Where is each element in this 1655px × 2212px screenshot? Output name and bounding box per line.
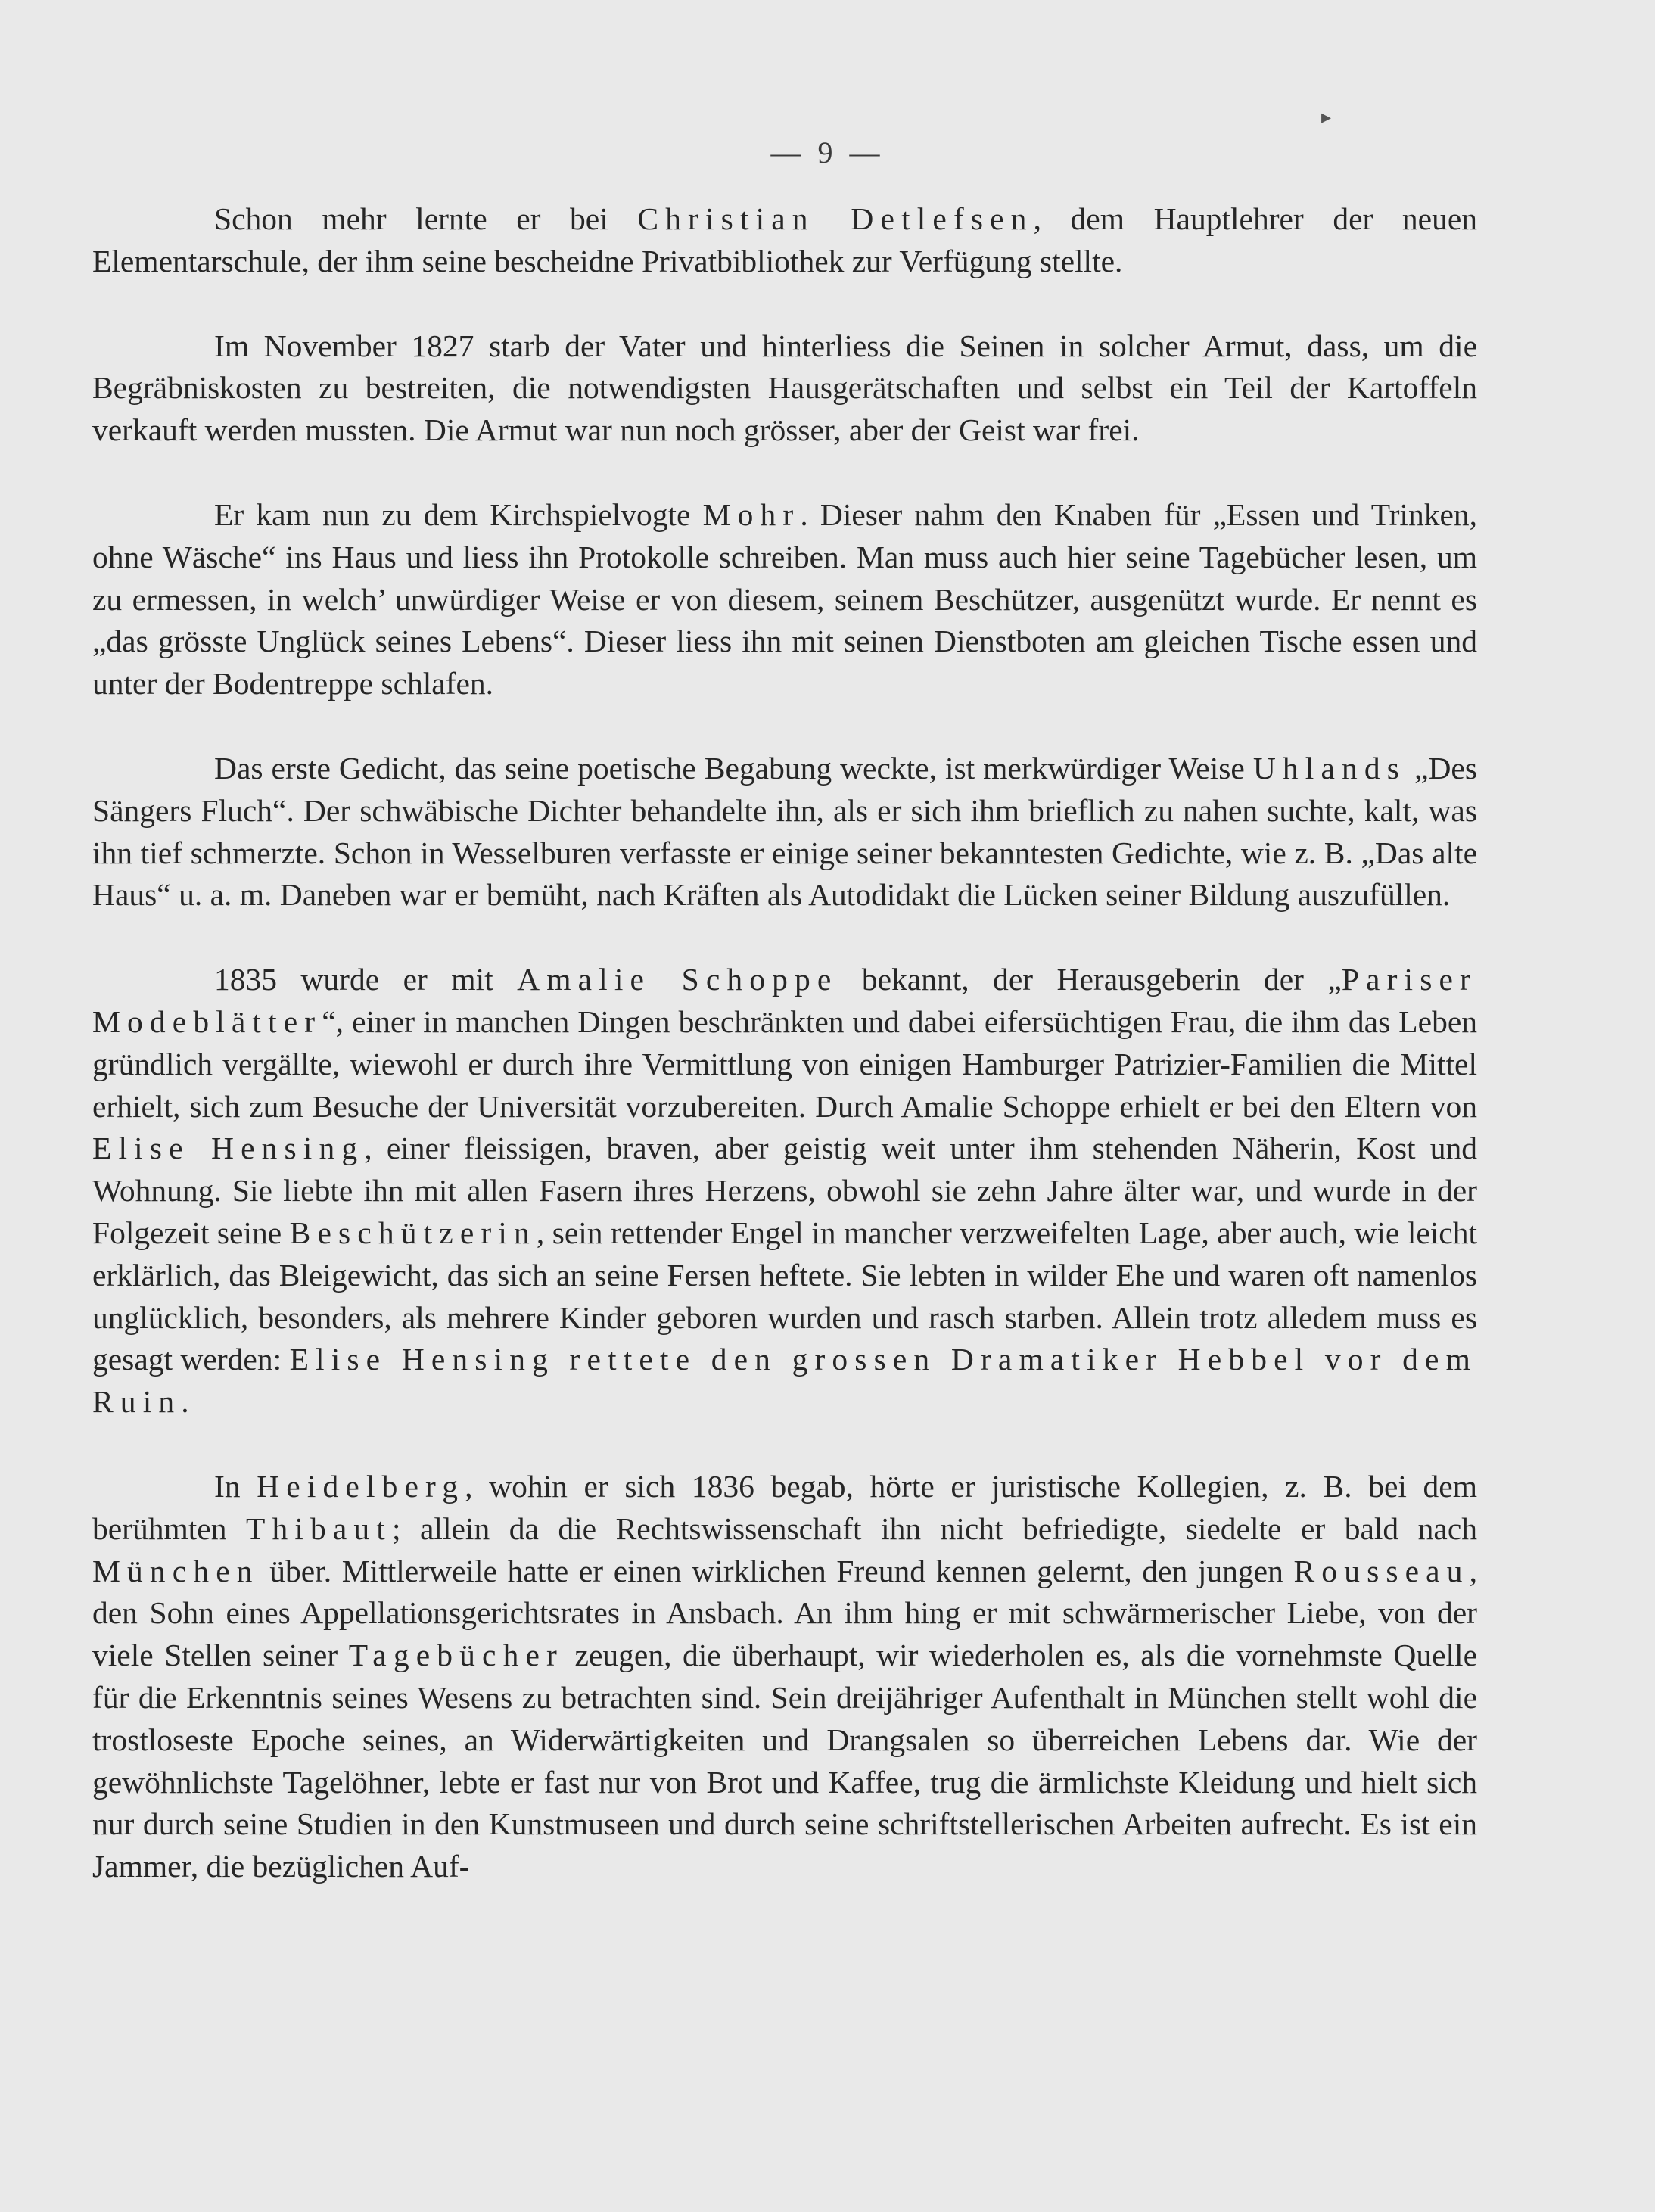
paragraph-gap [92, 1423, 1477, 1466]
spaced-emphasis: Tagebücher [348, 1638, 564, 1673]
text-run: , dem Hauptlehrer der neuen Elementarschule, der ihm seine bescheidne Privatbibliothek zur Verfügung stellte. [92, 201, 1477, 278]
paragraph [92, 1466, 1477, 1888]
text-run: Im November 1827 starb der Vater und hinterliess die Seinen in solcher Armut, dass, um die Begräbniskosten zu bestreiten, die notwendigsten Hausgerätschaften und selbst ein Teil der Kartoffeln verkauft werden mussten. Die Armut war nun noch grösser, aber der Geist war frei. [92, 328, 1477, 448]
text-run: . [181, 1384, 189, 1420]
spaced-emphasis: Rousseau [1293, 1553, 1470, 1588]
paragraph-gap [92, 916, 1477, 959]
text-run: bekannt, der Herausgeberin der „ [838, 962, 1342, 997]
page-number: — 9 — [770, 135, 885, 170]
text-run: . Dieser nahm den Knaben für „Essen und Trinken, ohne Wäsche“ ins Haus und liess ihn Protokolle schreiben. Man muss auch hier seine Tagebücher lesen, um zu ermessen, in welch’ unwürdiger Weise er von diesem, seinem Beschützer, ausgenützt wurde. Er nennt es „das grösste Unglück seines Lebens“. Dieser liess ihn mit seinen Dienstboten am gleichen Tische essen und unter der Bodentreppe schlafen. [92, 496, 1477, 702]
paragraph-gap [92, 452, 1477, 494]
text-run: , sein rettender Engel in mancher verzweifelten Lage, aber auch, wie leicht erklärlich, das Bleigewicht, das sich an seine Fersen heftete. Sie lebten in wilder Ehe und waren oft namenlos unglücklich, besonders, als mehrere Kinder geboren wurden und rasch starben. Allein trotz alledem muss es gesagt werden: [92, 1215, 1477, 1377]
spaced-emphasis: Heidelberg [257, 1468, 465, 1504]
spaced-emphasis: Uhlands [1252, 750, 1407, 786]
spaced-emphasis: Christian Detlefsen [637, 201, 1034, 236]
paragraph [92, 959, 1477, 1423]
text-run: , wohin er sich 1836 begab, hörte er juristische Kollegien, z. B. bei dem berühmten [92, 1468, 1477, 1546]
text-run: ; allein da die Rechtswissenschaft ihn nicht befriedigte, siedelte er bald nach [391, 1510, 1477, 1546]
text-run: , den Sohn eines Appellationsgerichtsrates in Ansbach. An ihm hing er mit schwärmerischer Liebe, von der viele Stellen seiner [92, 1553, 1477, 1673]
text-run: „Des Sängers Fluch“. Der schwäbische Dichter behandelte ihn, als er sich ihm brieflich zu nahen suchte, kalt, was ihn tief schmerzte. Schon in Wesselburen verfasste er einige seiner bekanntesten Gedichte, wie z. B. „Das alte Haus“ u. a. m. Daneben war er bemüht, nach Kräften als Autodidakt die Lücken seiner Bildung auszufüllen. [92, 750, 1477, 913]
paragraph [92, 198, 1477, 283]
spaced-emphasis: München [92, 1553, 260, 1588]
spaced-emphasis: Amalie Schoppe [517, 962, 838, 997]
paragraph [92, 494, 1477, 705]
spaced-emphasis: Thibaut [245, 1510, 392, 1546]
spaced-emphasis: Pariser Modeblätter [92, 962, 1477, 1039]
text-run: zeugen, die überhaupt, wir wiederholen es, als die vornehmste Quelle für die Erkenntnis seines Wesens zu betrachten sind. Sein dreijähriger Aufenthalt in München stellt wohl die trostloseste Epoche seines, an Widerwärtigkeiten und Drangsalen so überreichen Lebens dar. Wie der gewöhnlichste Tagelöhner, lebte er fast nur von Brot und Kaffee, trug die ärmlichste Kleidung und hielt sich nur durch seine Studien in den Kunstmuseen und durch seine schriftstellerischen Arbeiten aufrecht. Es ist ein Jammer, die bezüglichen Auf- [92, 1638, 1478, 1884]
scan-speck: ▸ [1321, 106, 1332, 128]
text-run: , einer fleissigen, braven, aber geistig weit unter ihm stehenden Näherin, Kost und Wohnung. Sie liebte ihn mit allen Fasern ihres Herzens, obwohl sie zehn Jahre älter war, und wurde in der Folgezeit seine [92, 1131, 1477, 1250]
text-run: In [214, 1468, 257, 1504]
paragraph-gap [92, 705, 1477, 748]
paragraph-gap [92, 283, 1477, 325]
spaced-emphasis: Beschützerin [289, 1215, 537, 1250]
spaced-emphasis: Elise Hensing rettete den grossen Dramatiker Hebbel vor dem Ruin [92, 1342, 1477, 1420]
text-run: Er kam nun zu dem Kirchspielvogte [214, 496, 703, 532]
text-run: “, einer in manchen Dingen beschränkten und dabei eifersüchtigen Frau, die ihm das Leben gründlich vergällte, wiewohl er durch ihre Vermittlung von einigen Hamburger Patrizier-Familien die Mittel erhielt, sich zum Besuche der Universität vorzubereiten. Durch Amalie Schoppe erhielt er bei den Eltern von [92, 1003, 1477, 1124]
body-text [92, 198, 1477, 1888]
text-run: 1835 wurde er mit [214, 962, 518, 997]
text-run: Schon mehr lernte er bei [214, 201, 638, 236]
text-run: über. Mittlerweile hatte er einen wirklichen Freund kennen gelernt, den jungen [259, 1553, 1294, 1588]
text-run: Das erste Gedicht, das seine poetische Begabung weckte, ist merkwürdiger Weise [214, 750, 1253, 786]
paragraph [92, 748, 1477, 916]
spaced-emphasis: Mohr [702, 496, 801, 532]
paragraph [92, 325, 1477, 452]
spaced-emphasis: Elise Hensing [92, 1131, 365, 1166]
